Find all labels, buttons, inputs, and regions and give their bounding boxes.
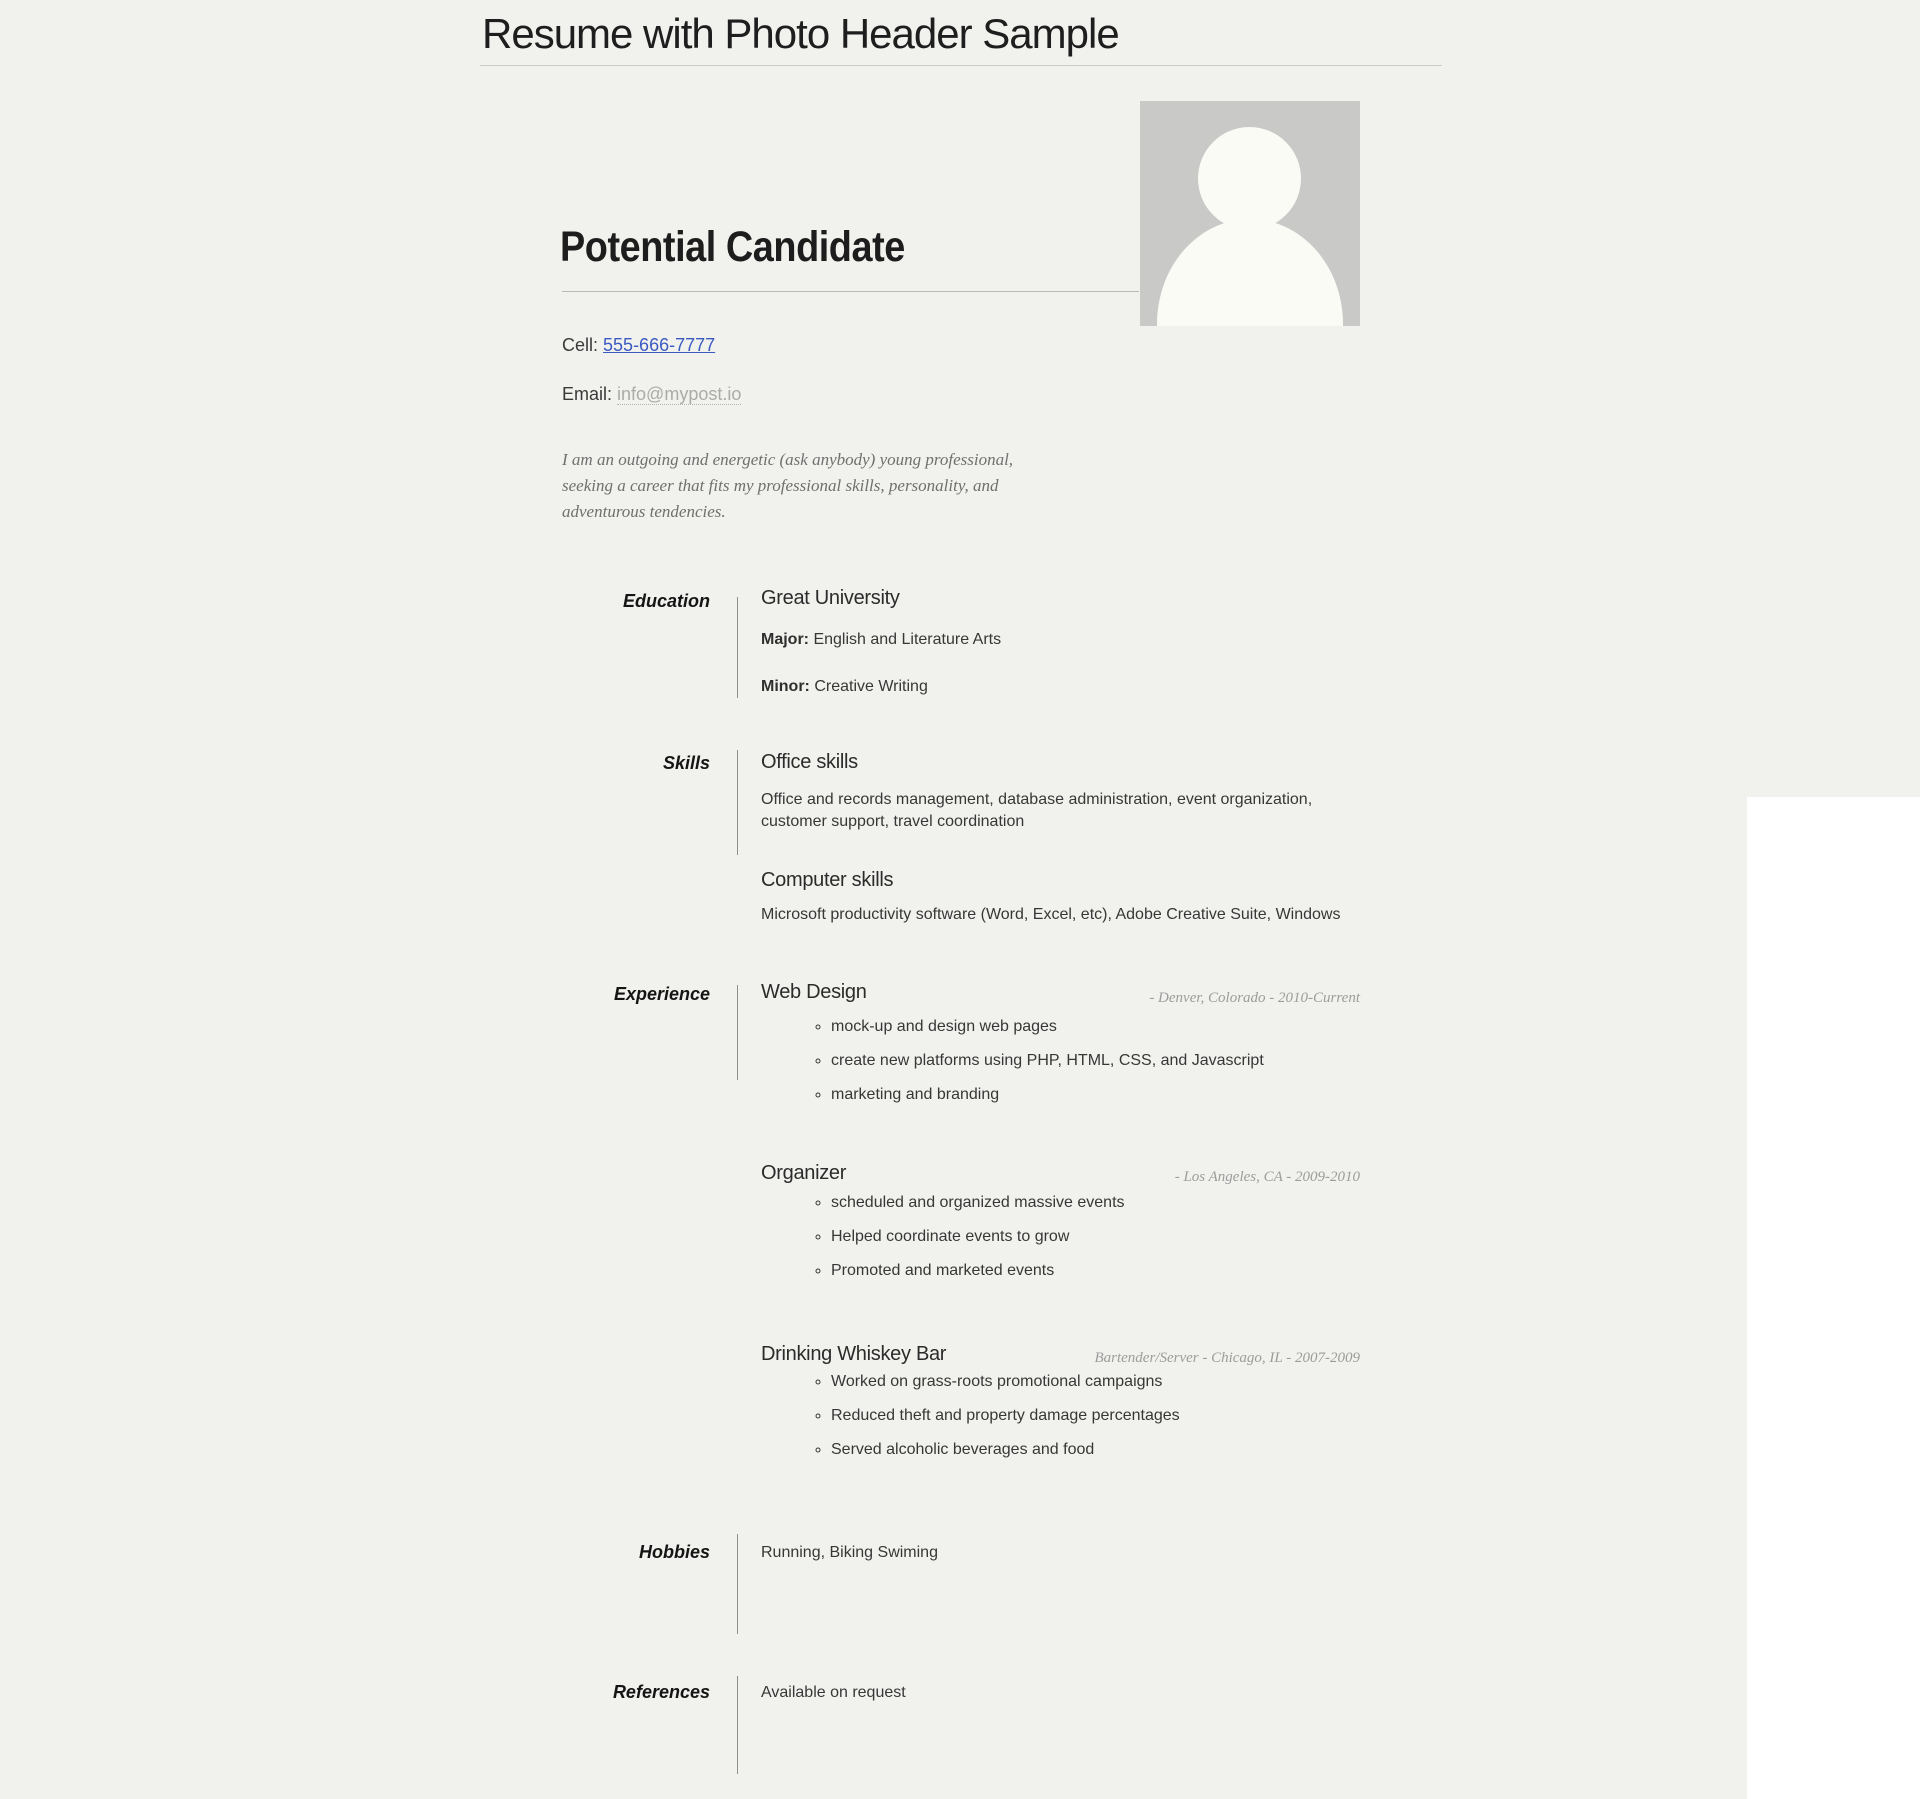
summary-line: seeking a career that fits my professional skills, personality, and <box>562 476 999 495</box>
email-label: Email: <box>562 384 613 404</box>
job-bullet: ◦ marketing and branding <box>831 1084 1401 1106</box>
cell-label: Cell: <box>562 335 599 355</box>
summary-line: adventurous tendencies. <box>562 502 726 521</box>
section-label-experience: Experience <box>613 984 710 1004</box>
summary-line: I am an outgoing and energetic (ask anybody) young professional, <box>562 450 1014 469</box>
skill-description-line: Office and records management, database administration, event organization, <box>761 791 1313 808</box>
job-title: Web Design <box>761 981 867 1003</box>
section-divider-hobbies <box>737 1534 738 1634</box>
job-meta: - Los Angeles, CA - 2009-2010 <box>1174 1169 1360 1185</box>
section-divider-experience <box>737 985 738 1080</box>
hobbies-text: Running, Biking Swiming <box>761 1544 938 1561</box>
job-bullet: ◦ mock-up and design web pages <box>831 1016 1401 1038</box>
skill-group-title: Office skills <box>761 751 858 773</box>
job-title: Organizer <box>761 1162 847 1184</box>
cell-line <box>562 334 715 356</box>
email-link[interactable]: info@mypost.io <box>617 384 742 404</box>
skill-group-description: Microsoft productivity software (Word, Excel, etc), Adobe Creative Suite, Windows <box>761 906 1341 923</box>
job-bullet-list <box>761 1016 1401 1118</box>
white-background-patch <box>1747 797 1920 1799</box>
skill-description-line: customer support, travel coordination <box>761 813 1025 830</box>
title-divider <box>480 65 1442 66</box>
job-bullet-list <box>761 1192 1401 1294</box>
job-meta: Bartender/Server - Chicago, IL - 2007-2009 <box>1094 1350 1360 1366</box>
summary-paragraph <box>562 447 1013 525</box>
job-bullet: ◦ create new platforms using PHP, HTML, CSS, and Javascript <box>831 1050 1401 1072</box>
job-bullet: ◦ Served alcoholic beverages and food <box>831 1439 1401 1461</box>
skill-group-description <box>761 789 1312 833</box>
education-school: Great University <box>761 587 900 609</box>
major-value: English and Literature Arts <box>809 631 1002 648</box>
education-major-line <box>761 629 1001 651</box>
minor-value: Creative Writing <box>809 678 928 695</box>
phone-link[interactable]: 555-666-7777 <box>603 335 716 355</box>
job-bullet: ◦ Worked on grass-roots promotional campaigns <box>831 1371 1401 1393</box>
section-divider-education <box>737 597 738 698</box>
job-bullet: ◦ Helped coordinate events to grow <box>831 1226 1401 1248</box>
section-label-skills: Skills <box>662 753 710 773</box>
minor-label: Minor: <box>761 678 810 695</box>
resume-document <box>480 0 1444 1799</box>
section-label-hobbies: Hobbies <box>638 1542 710 1562</box>
job-meta: - Denver, Colorado - 2010-Current <box>1149 990 1360 1006</box>
job-title: Drinking Whiskey Bar <box>761 1343 947 1365</box>
job-bullet: ◦ scheduled and organized massive events <box>831 1192 1401 1214</box>
job-bullet-list <box>761 1371 1401 1473</box>
major-label: Major: <box>761 631 809 648</box>
references-text: Available on request <box>761 1684 906 1701</box>
section-divider-references <box>737 1676 738 1774</box>
skill-group-title: Computer skills <box>761 869 894 891</box>
person-silhouette-icon <box>1198 127 1301 230</box>
profile-photo-placeholder <box>1140 101 1360 326</box>
section-label-education: Education <box>622 591 710 611</box>
job-bullet: ◦ Reduced theft and property damage percentages <box>831 1405 1401 1427</box>
page-title: Resume with Photo Header Sample <box>482 10 1119 57</box>
candidate-name: Potential Candidate <box>560 223 905 271</box>
section-label-references: References <box>612 1682 710 1702</box>
education-minor-line <box>761 676 928 698</box>
section-divider-skills <box>737 750 738 855</box>
candidate-name-divider <box>562 291 1139 292</box>
email-line <box>562 383 741 405</box>
job-bullet: ◦ Promoted and marketed events <box>831 1260 1401 1282</box>
person-silhouette-body <box>1157 219 1343 326</box>
